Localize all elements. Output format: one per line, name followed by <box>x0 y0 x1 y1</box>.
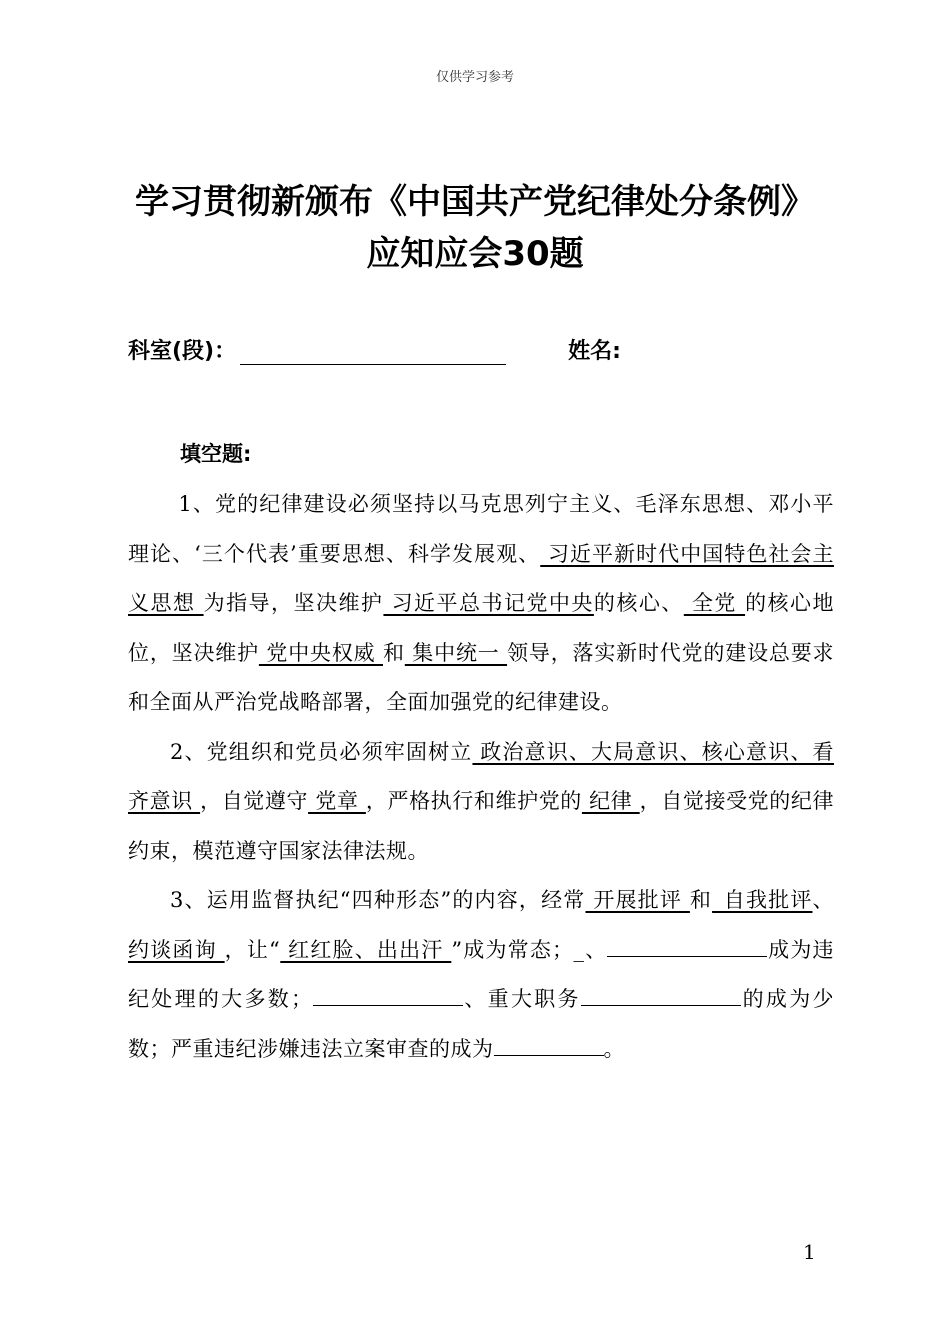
name-label: 姓名: <box>568 339 621 364</box>
section-heading: 填空题: <box>180 442 252 466</box>
answer: 习近平新时代中国特色社会主义思想 <box>128 541 834 615</box>
fill-blank[interactable] <box>607 938 767 957</box>
answer: 政治意识、大局意识、核心意识、看齐意识 <box>128 739 834 813</box>
question-3: 3、运用监督执纪“四种形态”的内容，经常 开展批评 和_自我批评、 约谈函询 ，让“ 红红脸、出出汗 ”成为常态；_、 成为违纪处理的大多数； 、重大职务 的成为少数；严重违纪涉嫌违法立案审查的成为 。 <box>128 888 835 1061</box>
info-fields <box>128 334 621 374</box>
page-number: 1 <box>803 1240 816 1264</box>
answer: 纪律 <box>581 789 640 813</box>
answer: 党中央权威 <box>258 640 383 665</box>
page-header: 仅供学习参考 <box>435 70 514 85</box>
department-label: 科室(段)： <box>128 339 237 364</box>
answer: 开展批评 <box>585 888 690 912</box>
title-line-1: 学习贯彻新颁布《中国共产党纪律处分条例》 <box>135 182 815 222</box>
answer: 约谈函询 <box>128 937 225 962</box>
answer: 党章 <box>308 789 366 813</box>
question-2: 2、党组织和党员必须牢固树立 政治意识、大局意识、核心意识、看齐意识 ，自觉遵守 党章 ，严格执行和维护党的 纪律 ，自觉接受党的纪律约束，模范遵守国家法律法规。 <box>128 739 834 863</box>
document-title <box>0 176 950 280</box>
answer: _自我批评 <box>712 888 813 912</box>
fill-blank[interactable] <box>494 1037 604 1056</box>
answer: 集中统一 <box>404 640 508 665</box>
fill-blank[interactable] <box>313 987 463 1006</box>
question-1: 1、党的纪律建设必须坚持以马克思列宁主义、毛泽东思想、邓小平理论、‘三个代表’重要思想、科学发展观、 习近平新时代中国特色社会主义思想 为指导，坚决维护 习近平总书记党中央的核心、 全党 的核心地位，坚决维护 党中央权威 和 集中统一 领导，落实新时代党的建设总要求和全面从严治党战略部署，全面加强党的纪律建设。 <box>128 492 835 714</box>
title-line-2: 应知应会30题 <box>366 234 584 274</box>
answer: 全党 <box>683 591 746 615</box>
fill-blank[interactable] <box>581 987 741 1006</box>
question-list <box>128 480 834 1074</box>
answer: 习近平总书记党中央 <box>383 591 594 615</box>
answer: 红红脸、出出汗 <box>280 937 452 962</box>
department-blank[interactable] <box>240 338 506 365</box>
